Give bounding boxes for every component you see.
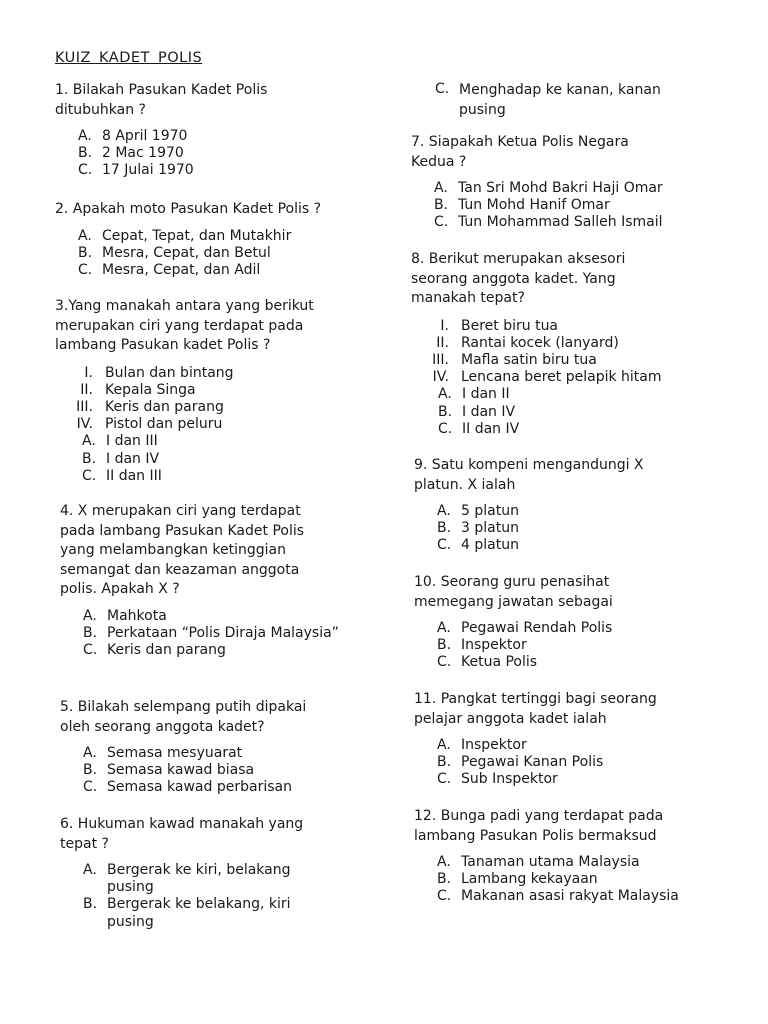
question-text: 11. Pangkat tertinggi bagi seorang pelajar anggota kadet ialah — [414, 691, 657, 727]
question-11 — [414, 690, 714, 789]
statement-text: Rantai kocek (lanyard) — [461, 334, 619, 351]
option-letter: C. — [437, 537, 452, 554]
option-letter: A. — [434, 180, 448, 196]
question-text: 5. Bilakah selempang putih dipakai oleh seorang anggota kadet? — [60, 699, 307, 735]
option-list — [60, 745, 350, 797]
option-item — [78, 145, 355, 162]
option-item — [437, 520, 714, 537]
option-item — [437, 871, 724, 888]
statement-text: Beret biru tua — [461, 317, 559, 334]
question-4 — [60, 502, 350, 659]
option-item — [83, 896, 330, 930]
option-item — [82, 468, 355, 485]
option-letter: B. — [437, 871, 452, 888]
option-item — [437, 888, 724, 905]
statement-numeral: I. — [440, 317, 449, 334]
option-text: Perkataan “Polis Diraja Malaysia” — [107, 624, 339, 641]
statement-item — [411, 318, 711, 335]
statement-list — [411, 318, 711, 387]
statement-item — [411, 335, 711, 352]
option-item — [438, 386, 711, 403]
option-letter: C. — [83, 641, 98, 658]
option-item — [437, 537, 714, 554]
question-7 — [411, 133, 711, 232]
question-5 — [60, 698, 350, 797]
question-6-continued — [411, 81, 701, 120]
option-item — [78, 128, 355, 145]
statement-item — [55, 399, 355, 416]
option-item — [435, 81, 701, 120]
option-item — [434, 197, 711, 214]
statement-text: Kepala Singa — [105, 381, 196, 398]
statement-numeral: IV. — [76, 416, 93, 433]
option-text: Bergerak ke kiri, belakang pusing — [107, 862, 291, 896]
option-text: 5 platun — [461, 503, 519, 519]
question-1 — [55, 81, 355, 180]
question-text: 10. Seorang guru penasihat memegang jawatan sebagai — [414, 574, 613, 610]
option-text: I dan II — [462, 386, 510, 403]
option-letter: B. — [83, 762, 98, 779]
option-item — [83, 642, 350, 659]
option-list — [55, 433, 355, 485]
option-letter: B. — [78, 244, 93, 261]
option-letter: B. — [83, 896, 98, 913]
option-text: 17 Julai 1970 — [102, 162, 194, 179]
option-text: Tun Mohammad Salleh Ismail — [458, 214, 663, 231]
statement-numeral: III. — [432, 351, 449, 368]
option-letter: A. — [78, 227, 92, 244]
option-item — [83, 608, 350, 625]
option-text: Keris dan parang — [107, 641, 226, 658]
option-text: I dan III — [106, 433, 158, 450]
option-text: Mesra, Cepat, dan Adil — [102, 261, 261, 278]
statement-list — [55, 365, 355, 434]
option-list — [414, 854, 724, 906]
option-text: Tan Sri Mohd Bakri Haji Omar — [458, 180, 663, 196]
option-item — [437, 637, 714, 654]
option-letter: B. — [82, 450, 97, 467]
statement-text: Lencana beret pelapik hitam — [461, 369, 662, 386]
option-item — [438, 421, 711, 438]
option-text: Sub Inspektor — [461, 771, 558, 788]
option-item — [434, 180, 711, 197]
option-text: Bergerak ke belakang, kiri pusing — [107, 896, 291, 930]
option-list — [411, 180, 711, 232]
option-text: Tanaman utama Malaysia — [461, 854, 640, 870]
option-letter: C. — [83, 779, 98, 796]
option-letter: A. — [83, 862, 97, 878]
statement-text: Mafla satin biru tua — [461, 351, 597, 368]
option-list — [414, 737, 714, 789]
question-text: 9. Satu kompeni mengandungi X platun. X ialah — [414, 457, 644, 493]
question-8 — [411, 250, 711, 438]
option-text: 8 April 1970 — [102, 128, 188, 144]
option-text: Ketua Polis — [461, 654, 538, 671]
question-text: 7. Siapakah Ketua Polis Negara Kedua ? — [411, 134, 629, 170]
question-10 — [414, 573, 714, 672]
option-text: Semasa mesyuarat — [107, 745, 243, 761]
option-text: 4 platun — [461, 537, 519, 554]
option-item — [78, 228, 355, 245]
statement-numeral: II. — [80, 381, 93, 398]
statement-numeral: I. — [84, 364, 93, 381]
question-12 — [414, 807, 724, 906]
question-9 — [414, 456, 714, 555]
option-item — [83, 779, 350, 796]
option-item — [83, 625, 350, 642]
option-text: II dan III — [106, 467, 162, 484]
option-letter: A. — [437, 620, 451, 636]
option-letter: B. — [78, 145, 93, 162]
option-item — [437, 771, 714, 788]
question-text: 3.Yang manakah antara yang berikut merupakan ciri yang terdapat pada lambang Pasukan kadet Polis ? — [55, 298, 314, 353]
option-item — [438, 404, 711, 421]
option-text: Inspektor — [461, 637, 527, 654]
question-3 — [55, 297, 355, 485]
statement-item — [55, 365, 355, 382]
option-letter: B. — [437, 637, 452, 654]
option-text: Tun Mohd Hanif Omar — [458, 197, 610, 214]
question-text: 1. Bilakah Pasukan Kadet Polis ditubuhkan ? — [55, 82, 268, 118]
option-text: Mesra, Cepat, dan Betul — [102, 244, 271, 261]
option-item — [82, 451, 355, 468]
option-letter: A. — [78, 128, 92, 144]
option-text: 2 Mac 1970 — [102, 145, 184, 162]
option-letter: B. — [438, 403, 453, 420]
option-list — [411, 386, 711, 438]
option-list — [55, 128, 355, 180]
option-letter: A. — [438, 386, 452, 403]
statement-item — [55, 382, 355, 399]
option-letter: C. — [434, 214, 449, 231]
option-item — [83, 762, 350, 779]
option-letter: A. — [437, 854, 451, 870]
statement-text: Pistol dan peluru — [105, 416, 223, 433]
question-text: 2. Apakah moto Pasukan Kadet Polis ? — [55, 201, 322, 217]
option-letter: C. — [78, 162, 93, 179]
question-text: 4. X merupakan ciri yang terdapat pada lambang Pasukan Kadet Polis yang melambangkan ketinggian semangat dan keazaman anggota polis. Apakah X ? — [60, 503, 305, 597]
statement-item — [55, 416, 355, 433]
option-letter: A. — [83, 745, 97, 761]
option-text: I dan IV — [106, 450, 160, 467]
option-letter: A. — [437, 737, 451, 753]
option-letter: C. — [82, 467, 97, 484]
option-text: Makanan asasi rakyat Malaysia — [461, 888, 679, 905]
option-item — [437, 503, 714, 520]
option-letter: C. — [438, 420, 453, 437]
option-item — [83, 862, 330, 896]
option-text: I dan IV — [462, 403, 516, 420]
quiz-title: KUIZ KADET POLIS — [55, 50, 203, 66]
option-letter: B. — [434, 197, 449, 214]
option-letter: A. — [83, 607, 97, 624]
option-text: Inspektor — [461, 737, 527, 753]
option-text: Mahkota — [107, 607, 167, 624]
option-text: Semasa kawad biasa — [107, 762, 255, 779]
option-letter: B. — [437, 754, 452, 771]
option-text: Semasa kawad perbarisan — [107, 779, 292, 796]
option-text: Pegawai Kanan Polis — [461, 754, 604, 771]
option-list — [411, 81, 701, 120]
statement-text: Keris dan parang — [105, 398, 224, 415]
option-list — [414, 620, 714, 672]
question-2 — [55, 200, 355, 279]
statement-numeral: III. — [76, 398, 93, 415]
option-letter: C. — [435, 81, 450, 97]
option-list — [55, 228, 355, 280]
option-list — [414, 503, 714, 555]
option-item — [83, 745, 350, 762]
option-text: Lambang kekayaan — [461, 871, 598, 888]
question-text: 12. Bunga padi yang terdapat pada lambang Pasukan Polis bermaksud — [414, 808, 664, 844]
option-letter: C. — [437, 888, 452, 905]
option-letter: A. — [437, 503, 451, 519]
option-letter: A. — [82, 433, 96, 450]
option-item — [78, 245, 355, 262]
option-list — [60, 608, 350, 660]
question-text: 8. Berikut merupakan aksesori seorang anggota kadet. Yang manakah tepat? — [411, 251, 626, 306]
option-letter: C. — [437, 654, 452, 671]
statement-item — [411, 369, 711, 386]
option-letter: C. — [78, 261, 93, 278]
option-item — [437, 620, 714, 637]
option-item — [82, 433, 355, 450]
option-text: Menghadap ke kanan, kanan pusing — [459, 82, 661, 118]
option-item — [437, 654, 714, 671]
option-item — [437, 754, 714, 771]
option-text: 3 platun — [461, 520, 519, 537]
option-text: Pegawai Rendah Polis — [461, 620, 613, 636]
option-item — [78, 262, 355, 279]
option-list — [60, 862, 330, 931]
option-text: II dan IV — [462, 420, 520, 437]
option-item — [437, 854, 724, 871]
statement-text: Bulan dan bintang — [105, 364, 234, 381]
statement-numeral: II. — [436, 334, 449, 351]
option-item — [437, 737, 714, 754]
option-item — [78, 162, 355, 179]
option-text: Cepat, Tepat, dan Mutakhir — [102, 227, 292, 244]
statement-item — [411, 352, 711, 369]
question-text: 6. Hukuman kawad manakah yang tepat ? — [60, 816, 304, 852]
option-letter: B. — [437, 520, 452, 537]
question-6 — [60, 815, 330, 931]
option-letter: B. — [83, 624, 98, 641]
option-item — [434, 214, 711, 231]
statement-numeral: IV. — [432, 369, 449, 386]
option-letter: C. — [437, 771, 452, 788]
